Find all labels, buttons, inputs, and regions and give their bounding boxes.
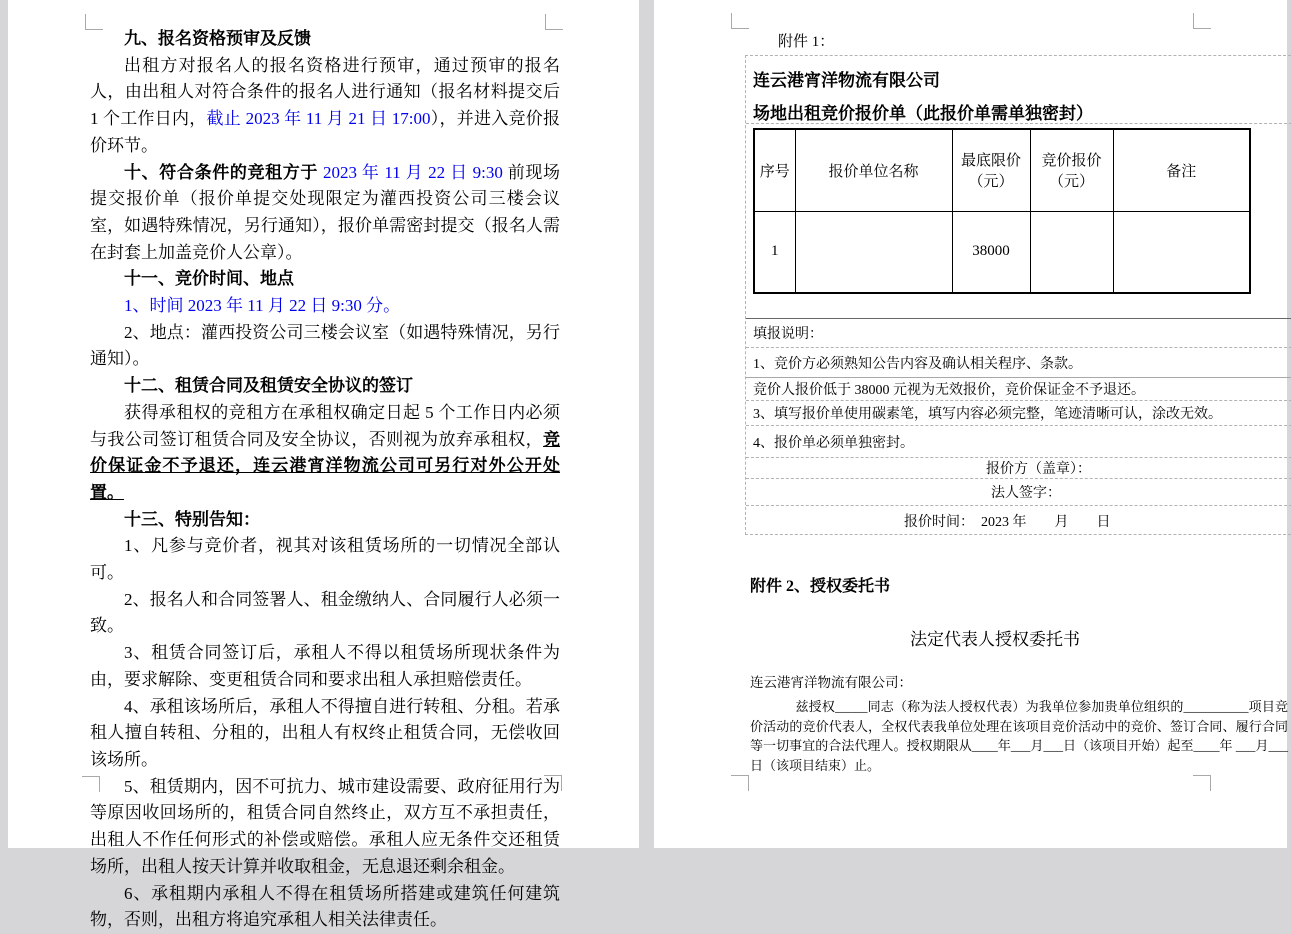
attachment2-label: 附件 2、授权委托书 — [750, 578, 891, 595]
paragraph — [90, 160, 560, 267]
text-segment: 截止 2023 年 11 月 21 日 17:00 — [206, 109, 431, 129]
table-header-cell: 竞价报价（元） — [1030, 129, 1113, 211]
paragraph — [90, 587, 560, 640]
text-segment: 竞价保证金不予退还，连云港宵洋物流公司可另行对外公开处置。 — [90, 429, 560, 502]
table-header-cell: 报价单位名称 — [795, 129, 952, 211]
poa-salutation: 连云港宵洋物流有限公司： — [750, 675, 912, 690]
text-segment: ），并进入竞价报价环节。 — [90, 109, 561, 155]
table-row — [754, 211, 1250, 293]
company-name: 连云港宵洋物流有限公司 — [753, 71, 940, 90]
notes-title: 填报说明： — [746, 318, 1291, 348]
text-segment: 九、报名资格预审及反馈 — [124, 29, 311, 48]
poa-title: 法定代表人授权委托书 — [910, 630, 1080, 649]
text-segment: 6、承租期内承租人不得在租赁场所搭建或建筑任何建筑物，否则，出租方将追究承租人相关法律责任。 — [90, 883, 560, 930]
attachment1-label: 附件 1： — [778, 34, 835, 50]
sign-date-line: 报价时间： 2023 年 月 日 — [904, 515, 1111, 530]
table-cell — [1030, 211, 1113, 293]
text-segment: 十一、竞价时间、地点 — [124, 269, 294, 289]
paragraph — [90, 53, 560, 160]
paragraph — [90, 507, 560, 534]
text-segment: 1、凡参与竞价者，视其对该租赁场所的一切情况全部认可。 — [90, 536, 560, 583]
text-segment: 3、租赁合同签订后，承租人不得以租赁场所现状条件为由，要求解除、变更租赁合同和要求出租人承担赔偿责任。 — [90, 643, 560, 689]
table-header-cell: 最底限价（元） — [952, 129, 1030, 211]
text-segment: 前现场提交报价单（报价单提交处现限定为灌西投资公司三楼会议室，如遇特殊情况，另行通知），报价单需密封提交（报名人需在封套上加盖竞价人公章）。 — [90, 162, 561, 262]
crop-mark-bottom-right — [1193, 775, 1211, 791]
note-item: 3、填写报价单使用碳素笔，填写内容必须完整，笔迹清晰可认，涂改无效。 — [746, 401, 1291, 426]
text-segment: 获得承租权的竞租方在承租权确定日起 5 个工作日内必须与我公司签订租赁合同及安全协议，否则视为放弃承租权， — [90, 402, 560, 449]
table-header-cell: 备注 — [1113, 129, 1250, 211]
paragraph — [90, 26, 560, 53]
text-segment: 出租方对报名人的报名资格进行预审，通过预审的报名人，由出租人对符合条件的报名人进行通知（报名材料提交后 1 个工作日内， — [90, 55, 560, 129]
text-segment: 十三、特别告知： — [124, 509, 260, 529]
text-segment: 十、符合条件的竞租方于 — [124, 162, 319, 182]
quote-form-frame — [745, 55, 1291, 535]
paragraph — [90, 533, 560, 586]
quote-table — [753, 128, 1251, 294]
document-body-text — [90, 26, 560, 934]
sign-legal-line: 法人签字： — [746, 479, 1291, 506]
document-page-right — [654, 0, 1287, 848]
paragraph — [90, 266, 560, 293]
form-title: 场地出租竞价报价单（此报价单需单独密封） — [753, 104, 1093, 123]
text-segment: 2、报名人和合同签署人、租金缴纳人、合同履行人必须一致。 — [90, 589, 560, 636]
text-segment: 1、时间 2023 年 11 月 22 日 9:30 分。 — [124, 296, 401, 316]
text-segment: 4、承租该场所后，承租人不得擅自进行转租、分租。若承租人擅自转租、分租的，出租人有权终止租赁合同，无偿收回该场所。 — [90, 696, 560, 769]
table-cell: 38000 — [952, 211, 1030, 293]
crop-mark-bottom-left — [731, 775, 749, 791]
sign-seal-line: 报价方（盖章）： — [746, 458, 1291, 479]
divider-line — [746, 123, 1291, 124]
text-segment: 5、租赁期内，因不可抗力、城市建设需要、政府征用行为等原因收回场所的，租赁合同自然终止，双方互不承担责任，出租人不作任何形式的补偿或赔偿。承租人应无条件交还租赁场所，出租人按天计算并收取租金，无息退还剩余租金。 — [90, 776, 560, 876]
paragraph — [90, 373, 560, 400]
table-cell: 1 — [754, 211, 795, 293]
paragraph — [90, 774, 560, 881]
poa-body: 兹授权_____同志（称为法人授权代表）为我单位参加贵单位组织的__________项目竞价活动的竞价代表人，全权代表我单位处理在该项目竞价活动中的竞价、签订合同、履行合同等一切事宜的合法代理人。授权期限从____年___月___日（该项目开始）起至____年 ___月___日（该项目结束）止。 — [750, 699, 1288, 773]
crop-mark-top-left — [731, 13, 749, 29]
paragraph — [90, 293, 560, 320]
table-header-row — [754, 129, 1250, 211]
paragraph — [90, 694, 560, 774]
table-cell — [795, 211, 952, 293]
note-item: 4、报价单必须单独密封。 — [746, 426, 1291, 458]
note-item: 1、竞价方必须熟知公告内容及确认相关程序、条款。 — [746, 348, 1291, 378]
note-item: 竞价人报价低于 38000 元视为无效报价，竞价保证金不予退还。 — [746, 378, 1291, 401]
text-segment: 十二、租赁合同及租赁安全协议的签订 — [124, 376, 413, 396]
text-segment: 2、地点：灌西投资公司三楼会议室（如遇特殊情况，另行通知）。 — [90, 322, 560, 369]
paragraph — [90, 881, 560, 934]
table-cell — [1113, 211, 1250, 293]
text-segment: 2023 年 11 月 22 日 9:30 — [318, 162, 508, 182]
crop-mark-top-right — [1193, 13, 1211, 29]
document-page-left — [8, 0, 639, 930]
paragraph — [90, 400, 560, 507]
paragraph — [90, 640, 560, 693]
table-header-cell: 序号 — [754, 129, 795, 211]
paragraph — [90, 320, 560, 373]
